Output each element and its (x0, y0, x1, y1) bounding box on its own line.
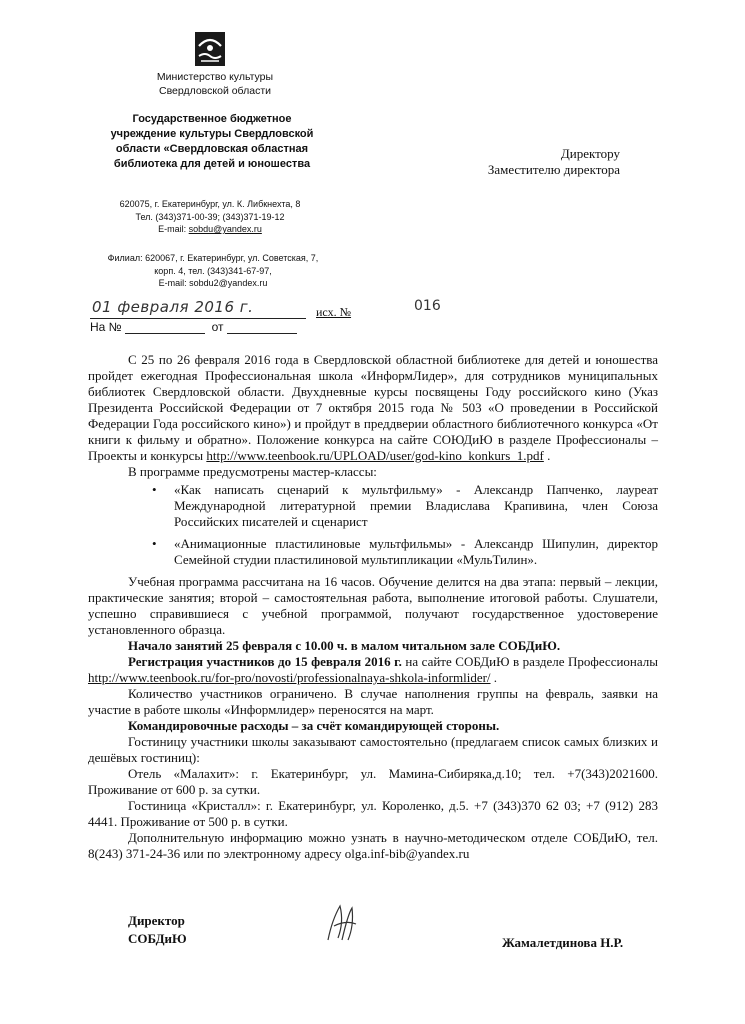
ministry-line: Свердловской области (158, 85, 271, 97)
signatory-name: Жамалетдинова Н.Р. (502, 935, 624, 950)
incoming-reference (90, 320, 297, 334)
paragraph-text: . (490, 670, 498, 685)
paragraph-text: на сайте СОБДиЮ в разделе Профессионалы (401, 654, 658, 669)
main-address (100, 198, 320, 236)
paragraph (88, 654, 658, 686)
outgoing-label: исх. № (316, 305, 352, 319)
paragraph: Гостиницу участники школы заказывают самостоятельно (предлагаем список самых близких и дешёвых гостиниц): (88, 734, 658, 765)
paragraph: Начало занятий 25 февраля с 10.00 ч. в малом читальном зале СОБДиЮ. (128, 638, 561, 653)
organization-name (92, 112, 332, 172)
org-line: библиотека для детей и юношества (113, 158, 311, 170)
recipient-block (430, 146, 620, 178)
paragraph: Количество участников ограничено. В случае наполнения группы на февраль, заявки на участие в работе школы «Информлидер» переносятся на март. (88, 686, 658, 717)
ministry-block (120, 70, 310, 98)
email-label: E-mail: (158, 224, 189, 234)
recipient-line: Директору (560, 146, 620, 161)
handwritten-signature-icon (318, 900, 366, 948)
paragraph: Отель «Малахит»: г. Екатеринбург, ул. Мамина-Сибиряка,д.10; тел. +7(343)2021600. Проживание от 600 р. за сутки. (88, 766, 658, 797)
masterclass-list (88, 482, 658, 568)
paragraph-text: С 25 по 26 февраля 2016 года в Свердловской областной библиотеке для детей и юношества пройдет ежегодная Профессиональная школа «ИнформЛидер», для сотрудников муниципальных библиотек Свердловской области. Двухдневные курсы посвящены Году российского кино (Указ Президента Российской Федерации от 7 октября 2015 года № 503 «О проведении в Российской Федерации Года российского кино») и пройдут в преддверии областного библиотечного конкурса «От книги к фильму и обратно». Положение конкурса на сайте СОЮДиЮ в разделе Профессионалы – Проекты и конкурсы (88, 352, 658, 463)
paragraph: В программе предусмотрены мастер-классы: (128, 464, 377, 479)
list-item: • «Как написать сценарий к мультфильму» - Александр Папченко, лауреат Международной литературной премии Владислава Крапивина, член Союза Российских писателей и сценарист (174, 482, 658, 530)
branch-line: корп. 4, тел. (343)341-67-97, (154, 265, 272, 276)
handwritten-date: 01 февраля 2016 г. (92, 298, 254, 316)
paragraph: Гостиница «Кристалл»: г. Екатеринбург, ул. Короленко, д.5. +7 (343)370 62 03; +7 (912) 283 4441. Проживание от 500 р. в сутки. (88, 798, 658, 829)
branch-address (88, 252, 338, 290)
branch-line: Филиал: 620067, г. Екатеринбург, ул. Советская, 7, (107, 253, 319, 263)
outgoing-reference (90, 298, 441, 320)
email-line (100, 223, 320, 236)
paragraph-text: . (543, 448, 551, 463)
org-line: учреждение культуры Свердловской (110, 128, 314, 140)
paragraph (88, 352, 658, 464)
paragraph: Командировочные расходы – за счёт командирующей стороны. (128, 718, 500, 733)
paragraph-bold: Регистрация участников до 15 февраля 2016 г. (128, 654, 402, 669)
list-item: • «Анимационные пластилиновые мультфильмы» - Александр Шипулин, директор Семейной студии пластилиновой мультипликации «МульТилин». (174, 536, 658, 568)
from-label: от (211, 320, 224, 334)
signatory-title (128, 912, 187, 948)
registration-link[interactable]: http://www.teenbook.ru/for-pro/novosti/professionalnaya-shkola-informlider/ (88, 670, 491, 685)
paragraph: Учебная программа рассчитана на 16 часов. Обучение делится на два этапа: первый – лекции, практические занятия; второй – самостоятельная работа, выполнение итоговой работы. Слушатели, успешно справившиеся с учебной программой, получают государственное удостоверение установленного образца. (88, 574, 658, 637)
title-line: СОБДиЮ (128, 931, 187, 946)
on-label: На № (90, 320, 122, 334)
library-logo-icon (193, 32, 227, 66)
address-line: 620075, г. Екатеринбург, ул. К. Либкнехта, 8 (119, 199, 301, 209)
paragraph: Дополнительную информацию можно узнать в научно-методическом отделе СОБДиЮ, тел. 8(243) 371-24-36 или по электронному адресу olga.inf-bib@yandex.ru (88, 830, 658, 861)
org-line: Государственное бюджетное (132, 113, 292, 125)
number-blank (125, 321, 205, 334)
handwritten-number: 016 (414, 298, 441, 314)
title-line: Директор (128, 913, 185, 928)
branch-email: E-mail: sobdu2@yandex.ru (158, 278, 268, 288)
date-blank (227, 321, 297, 334)
phone-line: Тел. (343)371-00-39; (343)371-19-12 (135, 211, 285, 222)
date-underline (90, 318, 306, 319)
contest-link[interactable]: http://www.teenbook.ru/UPLOAD/user/god-kino_konkurs_1.pdf (206, 448, 544, 463)
email-link[interactable]: sobdu@yandex.ru (188, 224, 262, 234)
ministry-line: Министерство культуры (156, 71, 274, 83)
org-line: области «Свердловская областная (115, 143, 309, 155)
recipient-line: Заместителю директора (487, 162, 620, 177)
letter-body (88, 352, 658, 862)
